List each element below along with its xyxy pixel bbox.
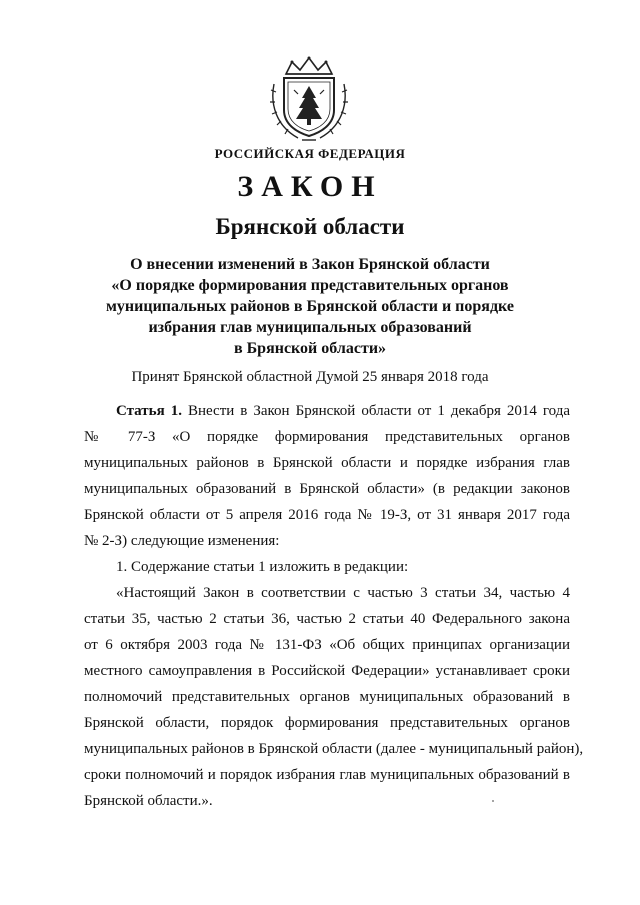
quote-line: Брянской области.».	[84, 793, 213, 809]
title-line: муниципальных районов в Брянской области и порядке	[106, 298, 514, 315]
title-line: «О порядке формирования представительных органов	[111, 277, 509, 294]
quote-line: статьи 35, частью 2 статьи 36, частью 2 статьи 40 Федерального закона	[84, 611, 570, 627]
law-title	[80, 254, 540, 359]
region-heading: Брянской области	[215, 214, 405, 239]
quote-line: «Настоящий Закон в соответствии с частью 3 статьи 34, частью 4	[116, 585, 570, 601]
bryansk-coat-of-arms-icon	[268, 56, 350, 142]
quote-line: сроки полномочий и порядок избрания глав муниципальных образований в	[84, 767, 570, 783]
federation-heading: РОССИЙСКАЯ ФЕДЕРАЦИЯ	[214, 146, 406, 161]
article-line	[116, 403, 570, 420]
item-1-text: 1. Содержание статьи 1 изложить в редакции:	[116, 559, 409, 575]
article-line: муниципальных районов в Брянской области и порядке избрания глав	[84, 455, 570, 471]
article-label: Статья 1.	[116, 403, 182, 419]
adoption-date: Принят Брянской областной Думой 25 января 2018 года	[131, 369, 489, 385]
article-line: муниципальных образований в Брянской области» (в редакции законов	[84, 481, 570, 497]
article-line: Брянской области от 5 апреля 2016 года № 19-З, от 31 января 2017 года	[84, 507, 570, 523]
title-line: избрания глав муниципальных образований	[148, 319, 472, 336]
quote-line: полномочий представительных органов муниципальных образований в	[84, 689, 570, 705]
title-line: в Брянской области»	[233, 340, 387, 357]
quote-line: от 6 октября 2003 года № 131-ФЗ «Об общих принципах организации	[84, 637, 570, 653]
scan-speck	[492, 800, 494, 802]
quote-line: местного самоуправления в Российской Федерации» устанавливает сроки	[84, 663, 570, 679]
law-heading: ЗАКОН	[237, 170, 383, 203]
article-line: № 77-З «О порядке формирования представительных органов	[84, 429, 570, 445]
quote-line: муниципальных районов в Брянской области (далее - муниципальный район),	[84, 741, 584, 757]
article-line-text: Внести в Закон Брянской области от 1 декабря 2014 года	[187, 403, 570, 419]
article-line: № 2-З) следующие изменения:	[84, 533, 280, 549]
quote-line: Брянской области, порядок формирования представительных органов	[84, 715, 570, 731]
title-line: О внесении изменений в Закон Брянской области	[130, 256, 490, 273]
